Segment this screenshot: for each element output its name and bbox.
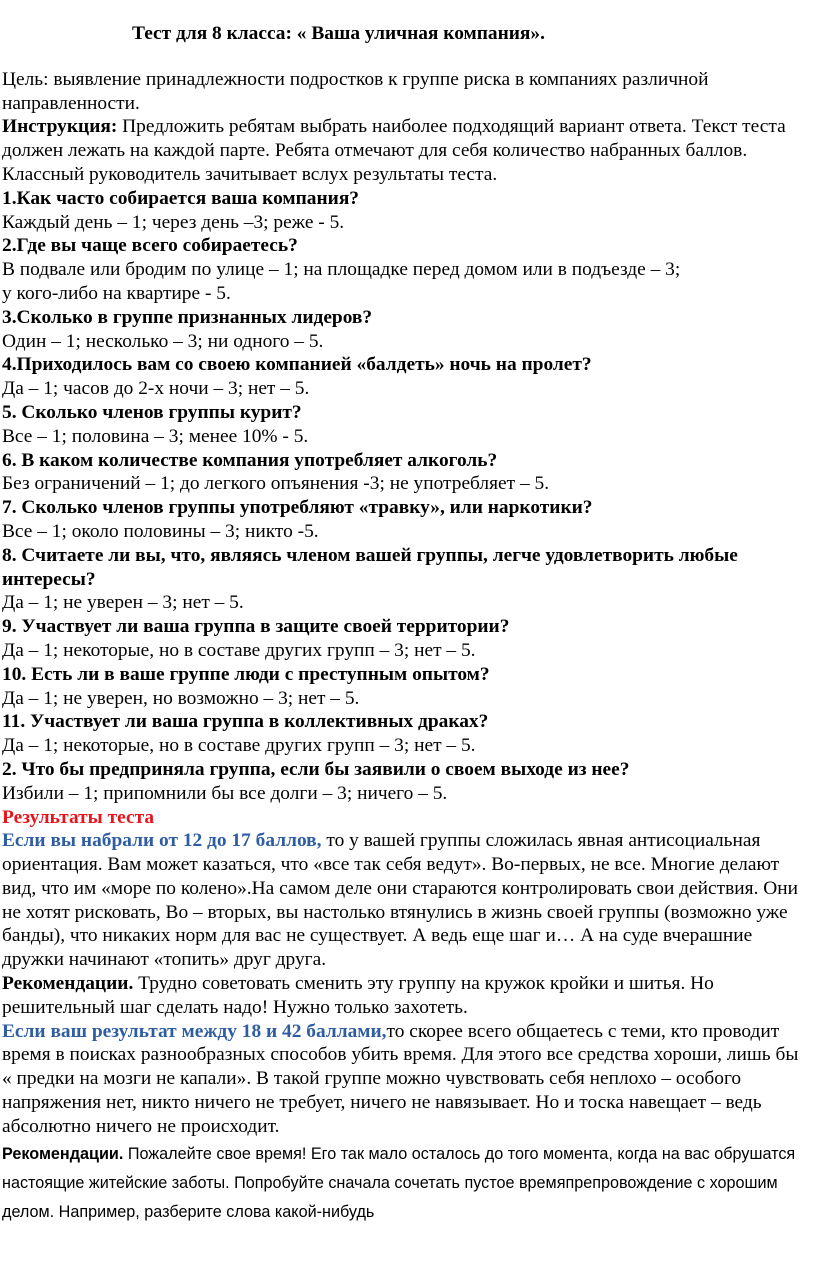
recommendation-1-label: Рекомендации. [2, 973, 134, 995]
answer-11: Да – 1; некоторые, но в составе других групп – 3; нет – 5. [2, 735, 476, 757]
recommendation-2-label: Рекомендации. [2, 1144, 124, 1163]
goal-paragraph: Цель: выявление принадлежности подростков к группе риска в компаниях различной направленности. [2, 68, 709, 114]
question-2: 2.Где вы чаще всего собираетесь? [2, 235, 298, 257]
instruction-paragraph [2, 115, 804, 186]
answer-8: Да – 1; не уверен – 3; нет – 5. [2, 592, 244, 614]
answer-4: Да – 1; часов до 2-х ночи – 3; нет – 5. [2, 378, 310, 400]
answer-7: Все – 1; около половины – 3; никто -5. [2, 520, 319, 542]
question-4: 4.Приходилось вам со своею компанией «балдеть» ночь на пролет? [2, 354, 592, 376]
instruction-text: Предложить ребятам выбрать наиболее подходящий вариант ответа. Текст теста должен лежать на каждой парте. Ребята отмечают для себя количество набранных баллов. Классный руководитель зачитывает вслух результаты теста. [2, 116, 786, 185]
result-12-17-text: то у вашей группы сложилась явная антисоциальная ориентация. Вам может казаться, что «все так себя ведут». Во-первых, не все. Многие делают вид, что им «море по колено».На самом деле они стараются контролировать свои действия. Они не хотят рисковать, Во – вторых, вы настолько втянулись в жизнь своей группы (возможно уже банды), что никаких норм для вас не существует. А ведь еще шаг и… А на суде вчерашние дружки начинают «топить» друг друга. [2, 830, 799, 971]
answer-1: Каждый день – 1; через день –3; реже - 5. [2, 211, 345, 233]
answer-6: Без ограничений – 1; до легкого опъянения -3; не употребляет – 5. [2, 473, 550, 495]
question-7: 7. Сколько членов группы употребляют «травку», или наркотики? [2, 497, 593, 519]
question-12: 2. Что бы предприняла группа, если бы заявили о своем выходе из нее? [2, 758, 630, 780]
question-1: 1.Как часто собирается ваша компания? [2, 187, 360, 209]
answer-9: Да – 1; некоторые, но в составе других групп – 3; нет – 5. [2, 639, 476, 661]
result-18-42-lead: Если ваш результат между 18 и 42 баллами, [2, 1020, 387, 1042]
result-12-17 [2, 829, 804, 972]
results-section [2, 806, 804, 1227]
recommendation-2-text: Пожалейте свое время! Его так мало осталось до того момента, когда на вас обрушатся настоящие житейские заботы. Попробуйте сначала сочетать пустое времяпрепровождение с хорошим делом. Например, разберите слова какой-нибудь [2, 1144, 796, 1221]
question-5: 5. Сколько членов группы курит? [2, 401, 302, 423]
result-18-42-text: то скорее всего общаетесь с теми, кто проводит время в поисках разнообразных способов убить время. Для этого все средства хороши, лишь бы « предки на мозги не капали». В такой группе можно чувствовать себя неплохо – особого напряжения нет, никто ничего не требует, ничего не навязывает. Но и тоска навещает – ведь абсолютно ничего не происходит. [2, 1020, 799, 1137]
answer-2-continued: у кого-либо на квартире - 5. [2, 282, 231, 304]
recommendation-1-text: Трудно советовать сменить эту группу на кружок кройки и шитья. Но решительный шаг сделать надо! Нужно только захотеть. [2, 973, 714, 1018]
question-6: 6. В каком количестве компания употребляет алкоголь? [2, 449, 498, 471]
answer-3: Один – 1; несколько – 3; ни одного – 5. [2, 330, 324, 352]
answer-2: В подвале или бродим по улице – 1; на площадке перед домом или в подъезде – 3; [2, 259, 681, 281]
recommendation-2 [2, 1140, 804, 1227]
result-12-17-lead: Если вы набрали от 12 до 17 баллов, [2, 830, 322, 852]
answer-12: Избили – 1; припомнили бы все долги – 3; ничего – 5. [2, 782, 448, 804]
question-11: 11. Участвует ли ваша группа в коллективных драках? [2, 711, 489, 733]
recommendation-1 [2, 972, 804, 1020]
document-title: Тест для 8 класса: « Ваша уличная компания». [132, 23, 545, 44]
result-18-42 [2, 1020, 804, 1139]
instruction-label: Инструкция: [2, 116, 118, 138]
question-9: 9. Участвует ли ваша группа в защите своей территории? [2, 616, 510, 638]
results-heading: Результаты теста [2, 806, 155, 828]
question-3: 3.Сколько в группе признанных лидеров? [2, 306, 373, 328]
question-10: 10. Есть ли в ваше группе люди с преступным опытом? [2, 663, 490, 685]
answer-10: Да – 1; не уверен, но возможно – 3; нет – 5. [2, 687, 360, 709]
question-8: 8. Считаете ли вы, что, являясь членом вашей группы, легче удовлетворить любые интересы? [2, 544, 738, 590]
answer-5: Все – 1; половина – 3; менее 10% - 5. [2, 425, 309, 447]
questions-list [2, 187, 804, 806]
